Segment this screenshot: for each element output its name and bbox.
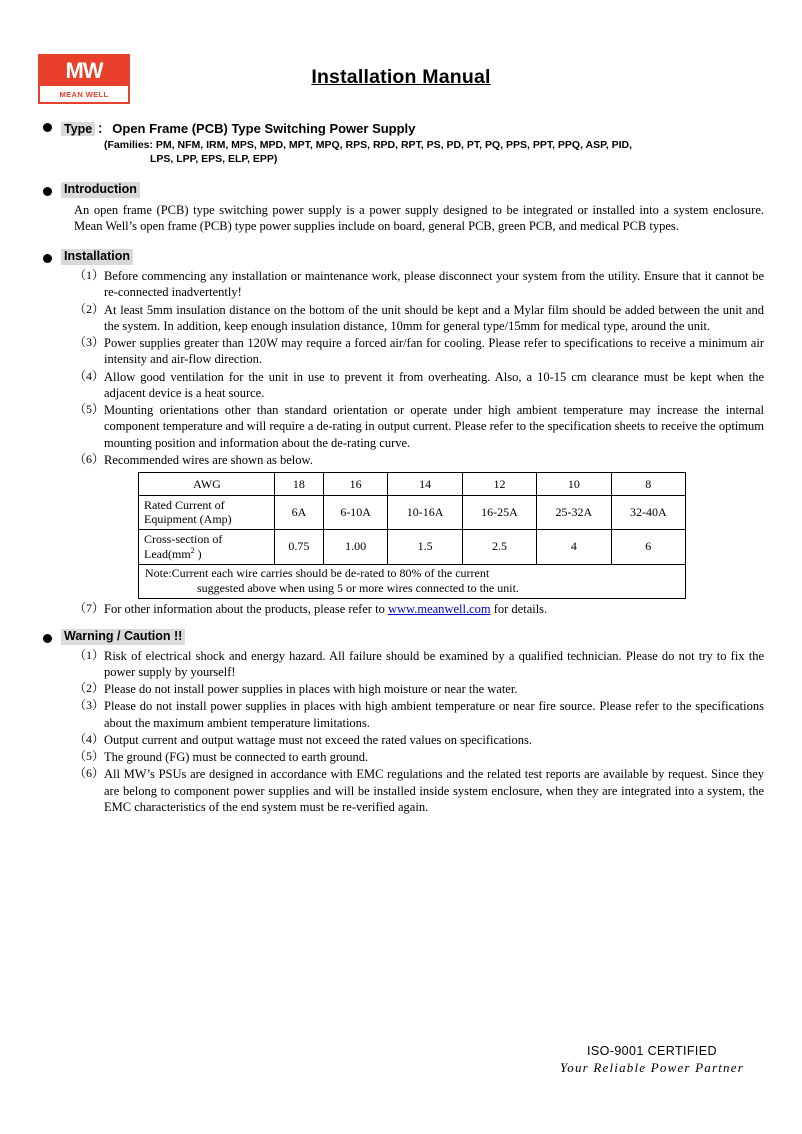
awg-header-cell: 16 [323,473,388,496]
list-item [74,601,764,617]
families-line-2: LPS, LPP, EPS, ELP, EPP) [150,153,278,166]
list-item [74,402,764,451]
cross-section-sup: 2 [190,546,195,556]
list-item-number: （6） [74,451,105,466]
list-item [74,648,764,681]
type-families [104,138,764,166]
awg-header-cell: 12 [462,473,536,496]
awg-header-cell: 8 [611,473,685,496]
type-colon: ： [97,121,111,136]
bullet-icon [43,634,52,643]
list-item-number: （2） [74,301,105,316]
list-item-text [104,601,764,617]
installation-list-continued [74,601,764,617]
list-item-number: （7） [74,600,105,615]
list-item-text: Mounting orientations other than standard orientation or operate under high ambient temperature may increase the internal component temperature and will require a de-rating in output current. Please refer to the specification sheets to receive the optimum mounting position and information about the de-rating curve. [104,403,764,450]
rated-current-cell: 32-40A [611,496,685,530]
warning-list [74,648,764,816]
rated-current-cell: 6-10A [323,496,388,530]
awg-header-cell: AWG [139,473,275,496]
cross-section-cell: 2.5 [462,529,536,564]
table-row [139,473,686,496]
installation-section [38,249,764,616]
list-item-number: （3） [74,698,105,713]
list-item [74,698,764,731]
logo-mw-text: MW [65,58,103,83]
list-item [74,452,764,468]
awg-table-wrapper [138,472,764,599]
cross-section-cell: 6 [611,529,685,564]
introduction-heading-row [38,182,764,198]
introduction-section [38,182,764,234]
type-section [38,118,764,166]
cross-section-label-end: ) [194,547,202,562]
rated-current-cell: 25-32A [537,496,611,530]
bullet-icon [43,123,52,132]
list-item-number: （4） [74,731,105,746]
list-item [74,749,764,765]
list-item [74,268,764,301]
list-item-number: （2） [74,681,105,696]
list-item-text: All MW’s PSUs are designed in accordance with EMC regulations and the related test reports are available by request. Since they are belong to component power supplies and will be installed inside system enclosure, when they are integrated into a system, the EMC characteristics of the end system must be re-verified again. [104,767,764,814]
list-item [74,302,764,335]
installation-heading: Installation [61,249,133,265]
list-item-number: （5） [74,749,105,764]
awg-header-cell: 18 [275,473,324,496]
installation-heading-row [38,249,764,265]
list-item [74,732,764,748]
rated-current-cell: 16-25A [462,496,536,530]
list-item-text: Risk of electrical shock and energy hazard. All failure should be examined by a qualified technician. Please do not try to fix the power supply by yourself! [104,648,764,679]
list-item-number: （4） [74,368,105,383]
list-item-text: At least 5mm insulation distance on the bottom of the unit should be kept and a Mylar film should be added between the unit and the system. In addition, keep enough insulation distance, 10mm for general type/15mm for medical type, around the unit. [104,302,764,333]
cross-section-cell: 4 [537,529,611,564]
list-item-text: Before commencing any installation or maintenance work, please disconnect your system from the utility. Ensure that it cannot be re-connected inadvertently! [104,269,764,300]
warning-section [38,629,764,815]
list-item-text: Output current and output wattage must not exceed the rated values on specifications. [104,732,532,747]
awg-note-line-1: Note:Current each wire carries should be de-rated to 80% of the current [145,565,490,580]
list-item-number: （3） [74,335,105,350]
logo-brand-text: MEAN WELL [59,89,109,99]
list-item-number: （1） [74,647,105,662]
list-item [74,369,764,402]
awg-table-note [139,564,686,598]
rated-current-cell: 10-16A [388,496,462,530]
awg-note-line-2: suggested above when using 5 or more wires connected to the unit. [197,580,519,595]
list-item [74,335,764,368]
document-header [38,40,764,102]
rated-current-label: Rated Current of Equipment (Amp) [139,496,275,530]
awg-header-cell: 10 [537,473,611,496]
list-item-text: Please do not install power supplies in places with high moisture or near the water. [104,682,518,697]
families-line-1: (Families: PM, NFM, IRM, MPS, MPD, MPT, MPQ, RPS, RPD, RPT, PS, PD, PT, PQ, PPS, PPT, PPQ, ASP, PID, [104,139,633,151]
list-item-number: （6） [74,766,105,781]
rated-current-cell: 6A [275,496,324,530]
list-item-text: Recommended wires are shown as below. [104,452,313,467]
list-item-number: （5） [74,402,105,417]
list-item-text: Power supplies greater than 120W may require a forced air/fan for cooling. Please refer to specifications to receive a minimum air intensity and air-flow direction. [104,336,764,367]
iso-certification: ISO-9001 CERTIFIED [587,1044,717,1058]
company-slogan: Your Reliable Power Partner [560,1060,744,1075]
item7-text-after: for details. [490,601,548,616]
introduction-text: An open frame (PCB) type switching power supply is a power supply designed to be integrated or installed into a system enclosure. Mean Well’s open frame (PCB) type power supplies include on board, general PCB, green PCB, and medical PCB types. [74,202,764,234]
list-item [74,766,764,815]
list-item-number: （1） [74,268,105,283]
awg-header-cell: 14 [388,473,462,496]
type-heading-row [38,118,764,138]
cross-section-cell: 1.00 [323,529,388,564]
cross-section-cell: 0.75 [275,529,324,564]
cross-section-cell: 1.5 [388,529,462,564]
table-row [139,496,686,530]
warning-heading: Warning / Caution !! [61,629,185,645]
table-row [139,564,686,598]
bullet-icon [43,254,52,263]
type-label: Type [61,122,95,136]
introduction-heading: Introduction [61,182,140,198]
list-item-text: The ground (FG) must be connected to earth ground. [104,750,369,765]
cross-section-label [139,529,275,564]
table-row [139,529,686,564]
item7-text-before: For other information about the products, please refer to [104,601,388,616]
page-title: Installation Manual [311,66,491,88]
cross-section-label-text: Cross-section of Lead(mm [144,531,223,562]
list-item-text: Allow good ventilation for the unit in use to prevent it from overheating. Also, a 10-15 cm clearance must be kept when the adjacent device is a heat source. [104,369,764,400]
awg-table [138,472,686,599]
type-value: Open Frame (PCB) Type Switching Power Supply [112,121,416,136]
installation-list [74,268,764,468]
bullet-icon [43,187,52,196]
meanwell-website-link[interactable]: www.meanwell.com [387,601,491,616]
list-item [74,681,764,697]
warning-heading-row [38,629,764,645]
document-footer [542,1044,762,1076]
list-item-text: Please do not install power supplies in places with high ambient temperature or near fire source. Please refer to the specifications about the maximum ambient temperature limitations. [104,699,764,730]
